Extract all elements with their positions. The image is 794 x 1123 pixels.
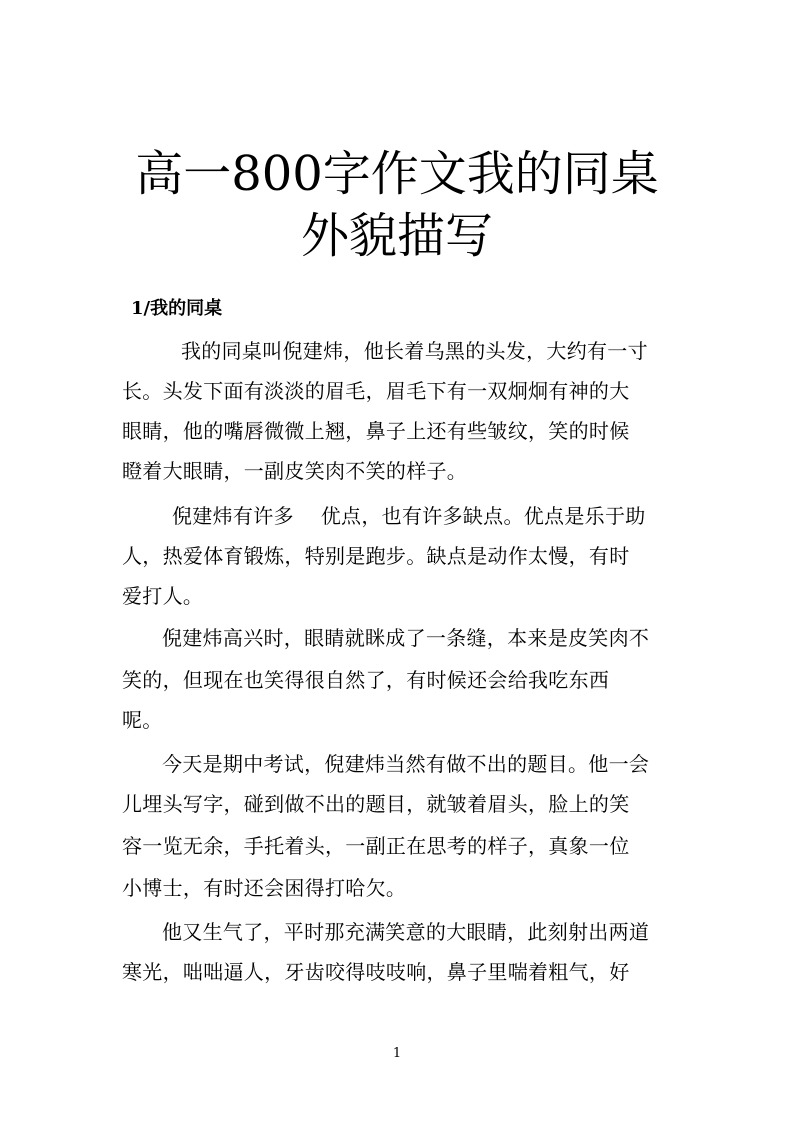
- body-line: 他又生气了，平时那充满笑意的大眼睛，此刻射出两道: [162, 920, 650, 944]
- body-line: 瞪着大眼睛，一副皮笑肉不笑的样子。: [122, 459, 468, 483]
- body-line: 倪建炜高兴时，眼睛就眯成了一条缝，本来是皮笑肉不: [162, 626, 650, 650]
- body-line: 儿埋头写字，碰到做不出的题目，就皱着眉头，脸上的笑: [122, 792, 630, 816]
- document-title-line-2: 外貌描写: [300, 208, 493, 264]
- body-line: 爱打人。: [122, 584, 204, 608]
- body-line: 倪建炜有许多 优点，也有许多缺点。优点是乐于助: [172, 504, 646, 528]
- body-line: 人，热爱体育锻炼，特别是跑步。缺点是动作太慢，有时: [122, 544, 630, 568]
- body-line: 眼睛，他的嘴唇微微上翘，鼻子上还有些皱纹，笑的时候: [122, 419, 630, 443]
- body-line: 容一览无余，手托着头，一副正在思考的样子，真象一位: [122, 834, 630, 858]
- body-line: 寒光，咄咄逼人，牙齿咬得吱吱响，鼻子里喘着粗气，好: [122, 960, 630, 984]
- body-line: 今天是期中考试，倪建炜当然有做不出的题目。他一会: [162, 752, 650, 776]
- body-line: 长。头发下面有淡淡的眉毛，眉毛下有一双炯炯有神的大: [122, 379, 630, 403]
- document-title-line-1: 高一800字作文我的同桌: [135, 146, 659, 202]
- page-number: 1: [392, 1046, 402, 1061]
- body-line: 小博士，有时还会困得打哈欠。: [122, 876, 407, 900]
- body-line: 我的同桌叫倪建炜，他长着乌黑的头发，大约有一寸: [181, 339, 648, 363]
- section-heading: 1/我的同桌: [131, 298, 223, 319]
- body-line: 笑的，但现在也笑得很自然了，有时候还会给我吃东西: [122, 668, 610, 692]
- body-line: 呢。: [122, 708, 163, 732]
